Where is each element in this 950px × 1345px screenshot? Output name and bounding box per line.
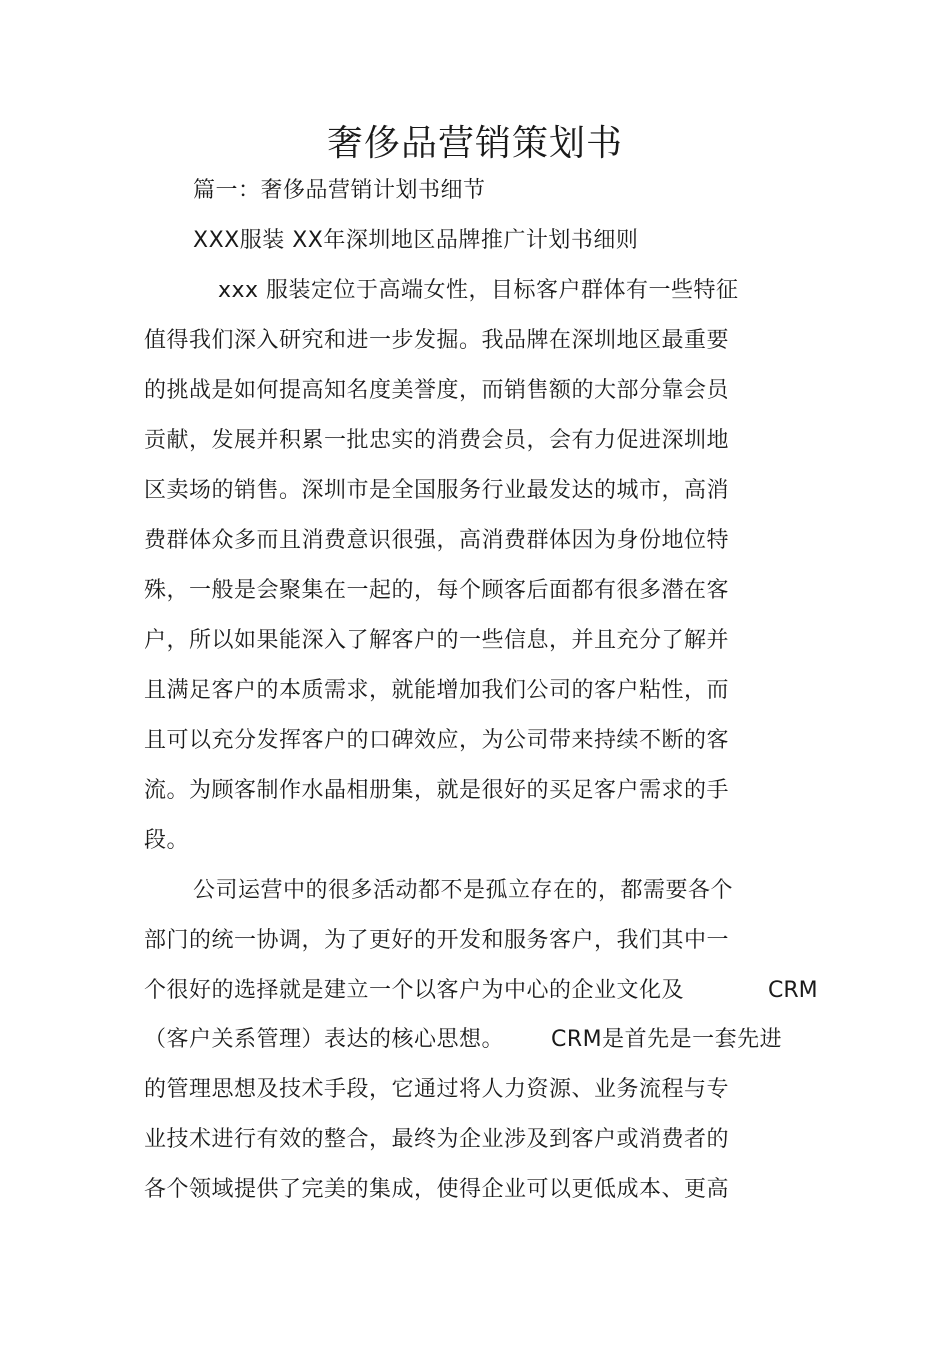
body-line: 区卖场的销售。深圳市是全国服务行业最发达的城市，高消 [144,478,730,503]
body-line: 的挑战是如何提高知名度美誉度，而销售额的大部分靠会员 [144,378,730,403]
body-line: 殊，一般是会聚集在一起的，每个顾客后面都有很多潜在客 [144,578,730,603]
body-line: 户，所以如果能深入了解客户的一些信息，并且充分了解并 [144,628,730,653]
body-line: 费群体众多而且消费意识很强，高消费群体因为身份地位特 [144,528,730,553]
body-line: 且满足客户的本质需求，就能增加我们公司的客户粘性，而 [144,678,730,703]
body-line: 的管理思想及技术手段，它通过将人力资源、业务流程与专 [144,1077,730,1102]
body-line: 个很好的选择就是建立一个以客户为中心的企业文化及 [144,978,685,1003]
body-line: 段。 [144,828,190,853]
body-line: 部门的统一协调，为了更好的开发和服务客户，我们其中一 [144,928,730,953]
body-line: 值得我们深入研究和进一步发掘。我品牌在深圳地区最重要 [144,328,730,353]
document-title: 奢侈品营销策划书 [326,123,623,164]
subtitle: 篇一：奢侈品营销计划书细节 [193,178,486,203]
body-line: 且可以充分发挥客户的口碑效应，为公司带来持续不断的客 [144,728,730,753]
section-heading: XXX服装 XX年深圳地区品牌推广计划书细则 [193,228,639,253]
body-line: 公司运营中的很多活动都不是孤立存在的，都需要各个 [193,878,734,903]
body-line: xxx 服装定位于高端女性，目标客户群体有一些特征 [218,278,739,303]
body-line: 流。为顾客制作水晶相册集，就是很好的买足客户需求的手 [144,778,730,803]
body-line-term: CRM [768,978,818,1003]
body-line: CRM是首先是一套先进 [551,1027,783,1052]
body-line: 各个领域提供了完美的集成，使得企业可以更低成本、更高 [144,1177,730,1202]
body-line: （客户关系管理）表达的核心思想。 [144,1027,505,1052]
body-line: 贡献，发展并积累一批忠实的消费会员，会有力促进深圳地 [144,428,730,453]
body-line: 业技术进行有效的整合，最终为企业涉及到客户或消费者的 [144,1127,730,1152]
